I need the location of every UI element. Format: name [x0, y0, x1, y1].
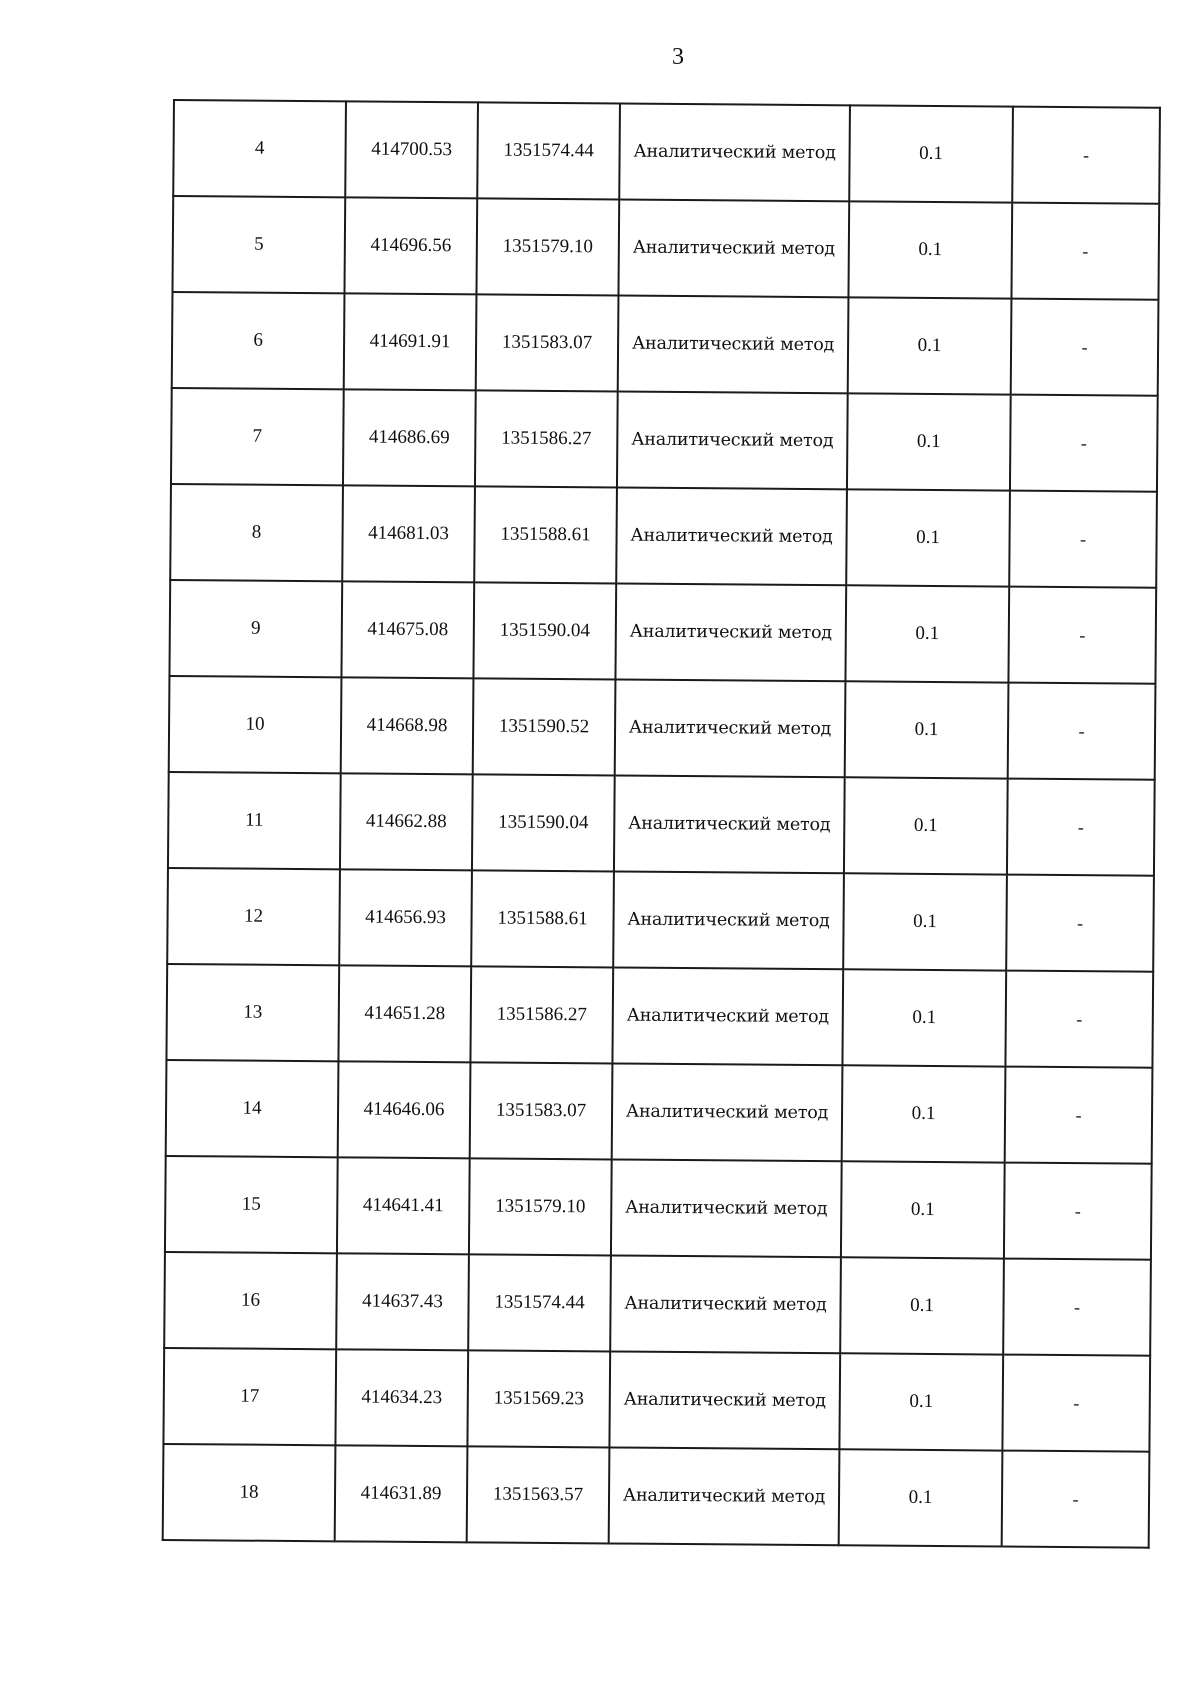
y-coordinate-cell: 1351579.10	[476, 198, 619, 295]
accuracy-cell: 0.1	[846, 489, 1010, 586]
method-cell: Аналитический метод	[619, 104, 850, 202]
method-cell: Аналитический метод	[618, 296, 849, 394]
accuracy-cell: 0.1	[839, 1449, 1003, 1546]
page-number: 3	[672, 44, 684, 70]
point-number-cell: 5	[172, 196, 345, 293]
x-coordinate-cell: 414675.08	[341, 581, 474, 678]
accuracy-cell: 0.1	[845, 681, 1009, 778]
note-cell: -	[1012, 107, 1160, 204]
x-coordinate-cell: 414631.89	[335, 1445, 468, 1542]
point-number-cell: 6	[172, 292, 345, 389]
method-cell: Аналитический метод	[613, 871, 844, 969]
x-coordinate-cell: 414637.43	[336, 1253, 469, 1350]
table-row	[163, 1348, 1150, 1452]
note-cell: -	[1008, 683, 1156, 780]
table-body	[163, 100, 1160, 1548]
point-number-cell: 11	[168, 772, 341, 869]
y-coordinate-cell: 1351586.27	[470, 966, 613, 1063]
x-coordinate-cell: 414691.91	[344, 293, 477, 390]
table-row	[167, 868, 1154, 972]
method-cell: Аналитический метод	[612, 967, 843, 1065]
accuracy-cell: 0.1	[842, 969, 1006, 1066]
y-coordinate-cell: 1351588.61	[474, 486, 617, 583]
table-row	[171, 388, 1158, 492]
note-cell: -	[1011, 203, 1159, 300]
y-coordinate-cell: 1351590.04	[473, 582, 616, 679]
accuracy-cell: 0.1	[847, 393, 1011, 490]
coordinates-table	[162, 99, 1161, 1549]
note-cell: -	[1011, 299, 1159, 396]
method-cell: Аналитический метод	[609, 1351, 840, 1449]
method-cell: Аналитический метод	[610, 1255, 841, 1353]
table-row	[173, 100, 1160, 204]
accuracy-cell: 0.1	[843, 873, 1007, 970]
x-coordinate-cell: 414700.53	[345, 101, 478, 198]
table-row	[168, 772, 1155, 876]
table-row	[172, 196, 1159, 300]
point-number-cell: 9	[169, 580, 342, 677]
note-cell: -	[1002, 1355, 1150, 1452]
table-row	[170, 484, 1157, 588]
point-number-cell: 4	[173, 100, 346, 197]
method-cell: Аналитический метод	[615, 679, 846, 777]
y-coordinate-cell: 1351588.61	[471, 870, 614, 967]
y-coordinate-cell: 1351590.04	[472, 774, 615, 871]
accuracy-cell: 0.1	[840, 1257, 1004, 1354]
note-cell: -	[1005, 971, 1153, 1068]
point-number-cell: 12	[167, 868, 340, 965]
accuracy-cell: 0.1	[849, 105, 1013, 202]
x-coordinate-cell: 414696.56	[344, 197, 477, 294]
method-cell: Аналитический метод	[609, 1447, 840, 1545]
note-cell: -	[1010, 395, 1158, 492]
point-number-cell: 15	[165, 1156, 338, 1253]
method-cell: Аналитический метод	[611, 1159, 842, 1257]
accuracy-cell: 0.1	[841, 1161, 1005, 1258]
point-number-cell: 8	[170, 484, 343, 581]
point-number-cell: 16	[164, 1252, 337, 1349]
x-coordinate-cell: 414651.28	[338, 965, 471, 1062]
accuracy-cell: 0.1	[845, 585, 1009, 682]
x-coordinate-cell: 414646.06	[338, 1061, 471, 1158]
note-cell: -	[1009, 491, 1157, 588]
table-row	[163, 1444, 1150, 1548]
x-coordinate-cell: 414641.41	[337, 1157, 470, 1254]
coordinates-table-container	[162, 99, 1159, 1549]
table-row	[164, 1252, 1151, 1356]
note-cell: -	[1005, 1067, 1153, 1164]
table-row	[166, 964, 1153, 1068]
y-coordinate-cell: 1351579.10	[469, 1158, 612, 1255]
point-number-cell: 13	[166, 964, 339, 1061]
accuracy-cell: 0.1	[842, 1065, 1006, 1162]
accuracy-cell: 0.1	[848, 201, 1012, 298]
x-coordinate-cell: 414662.88	[340, 773, 473, 870]
table-row	[172, 292, 1159, 396]
note-cell: -	[1007, 779, 1155, 876]
x-coordinate-cell: 414668.98	[341, 677, 474, 774]
point-number-cell: 18	[163, 1444, 336, 1541]
accuracy-cell: 0.1	[848, 297, 1012, 394]
note-cell: -	[1003, 1259, 1151, 1356]
note-cell: -	[1002, 1451, 1150, 1548]
method-cell: Аналитический метод	[614, 775, 845, 873]
method-cell: Аналитический метод	[617, 392, 848, 490]
note-cell: -	[1004, 1163, 1152, 1260]
y-coordinate-cell: 1351583.07	[470, 1062, 613, 1159]
y-coordinate-cell: 1351586.27	[475, 390, 618, 487]
y-coordinate-cell: 1351574.44	[477, 102, 620, 199]
x-coordinate-cell: 414686.69	[343, 389, 476, 486]
point-number-cell: 14	[166, 1060, 339, 1157]
x-coordinate-cell: 414634.23	[335, 1349, 468, 1446]
point-number-cell: 7	[171, 388, 344, 485]
point-number-cell: 17	[163, 1348, 336, 1445]
accuracy-cell: 0.1	[839, 1353, 1003, 1450]
y-coordinate-cell: 1351590.52	[473, 678, 616, 775]
accuracy-cell: 0.1	[844, 777, 1008, 874]
table-row	[169, 580, 1156, 684]
table-row	[169, 676, 1156, 780]
y-coordinate-cell: 1351563.57	[467, 1446, 610, 1543]
y-coordinate-cell: 1351569.23	[467, 1350, 610, 1447]
method-cell: Аналитический метод	[612, 1063, 843, 1161]
table-row	[165, 1156, 1152, 1260]
y-coordinate-cell: 1351583.07	[476, 294, 619, 391]
note-cell: -	[1008, 587, 1156, 684]
method-cell: Аналитический метод	[616, 487, 847, 585]
note-cell: -	[1006, 875, 1154, 972]
method-cell: Аналитический метод	[615, 583, 846, 681]
x-coordinate-cell: 414681.03	[342, 485, 475, 582]
y-coordinate-cell: 1351574.44	[468, 1254, 611, 1351]
table-row	[166, 1060, 1153, 1164]
point-number-cell: 10	[169, 676, 342, 773]
x-coordinate-cell: 414656.93	[339, 869, 472, 966]
method-cell: Аналитический метод	[618, 200, 849, 298]
